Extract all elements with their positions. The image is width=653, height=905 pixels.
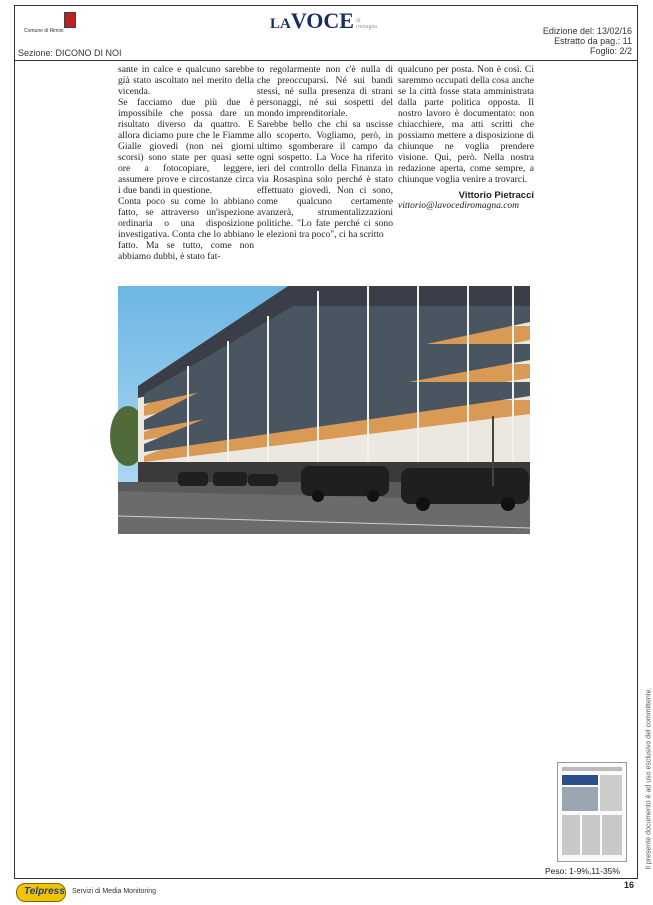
page-thumbnail	[557, 762, 627, 862]
services-label: Servizi di Media Monitoring	[72, 888, 157, 895]
paragraph: Conta poco su come lo abbiano fatto, se attraverso un'ispezione ordinaria o una disposizione investigativa. Conta che lo abbiano fatto. Ma se tutto, come non abbiamo dubbi, è stato fat-	[118, 196, 254, 262]
paragraph: sante in calce e qualcuno sarebbe già stato ascoltato nel merito della vicenda.	[118, 64, 254, 97]
masthead	[270, 8, 377, 34]
author-email: vittorio@lavocediromagna.com	[398, 201, 520, 211]
article-column-3	[398, 64, 534, 212]
paragraph: qualcuno per posta. Non è così. Ci saremmo occupati della cosa anche se la città fosse stata amministrata dalla parte politica opposta. Il nostro lavoro è documentato: non chiacchiere, ma atti scritti che possiamo mettere a disposizione di chiunque ne voglia prendere visione. Qui, però. Nella nostra redazione aperta, come sempre, a chiunque voglia venire a trovarci.	[398, 64, 534, 185]
paragraph: to regolarmente non c'è nulla di che preoccuparsi. Né sui bandi stessi, né sulla presenza di strani personaggi, né sui sospetti del mondo imprenditoriale.	[257, 64, 393, 119]
document-code	[0, 820, 12, 890]
telpress-label: Telpress	[24, 886, 65, 897]
edition-meta	[543, 26, 632, 56]
header-divider	[14, 60, 638, 61]
disclaimer-vertical	[639, 680, 653, 880]
extract-page: Estratto da pag.: 11	[554, 36, 632, 46]
paragraph: Sarebbe bello che chi sa uscisse allo scoperto. Vogliamo, però, in ultimo sgomberare il campo da ogni sospetto. La Voce ha riferito ieri del controllo della Finanza in via Rosaspina solo perché è stato effettuato giovedì. Non ci sono, come qualcuno certamente avanzerà, strumentalizzazioni politiche. "Lo fate perché ci sono le elezioni tra poco", ci ha scritto	[257, 119, 393, 240]
sheet-number: Foglio: 2/2	[589, 46, 632, 56]
disclaimer-text: Il presente documento è ad uso esclusivo del committente.	[645, 687, 653, 870]
author-name: Vittorio Pietracci	[458, 190, 534, 201]
masthead-sub: di romagna	[356, 18, 377, 30]
crest-icon	[64, 12, 76, 28]
article-column-1	[118, 64, 254, 262]
masthead-la: LA	[270, 16, 291, 32]
weight-info: Peso: 1-9%,11-35%	[545, 866, 620, 876]
article-column-2	[257, 64, 393, 240]
edition-date: Edizione del: 13/02/16	[542, 26, 632, 36]
comune-label: Comune di Rimini	[24, 28, 64, 34]
building-photo	[118, 286, 530, 534]
paragraph: Se facciamo due più due è impossibile che possa dare un risultato diverso da quattro. E allora diciamo pure che le Fiamme Gialle giovedì (non nei giorni scorsi) sono state per quasi sette ore a fotocopiare, leggere, assumere prove e circostanze circa i due bandi in questione.	[118, 97, 254, 196]
page-number: 16	[624, 880, 635, 890]
masthead-voce: VOCE	[290, 8, 354, 33]
section-label: Sezione: DICONO DI NOI	[18, 48, 122, 58]
telpress-logo	[16, 883, 66, 902]
